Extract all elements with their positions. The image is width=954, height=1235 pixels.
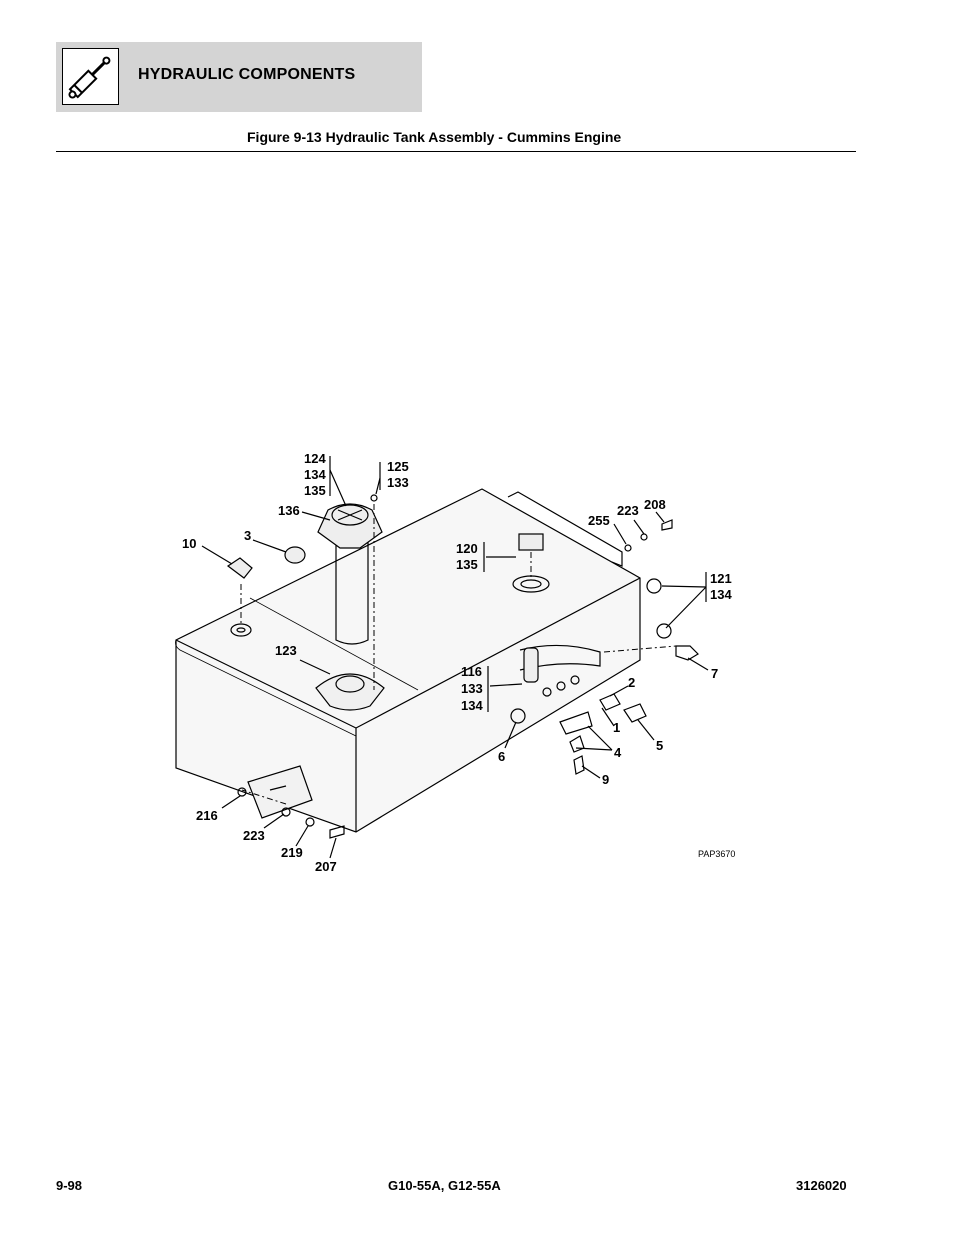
callout-136: 136	[278, 503, 300, 518]
filter-head	[318, 504, 382, 548]
callout-134-gauge: 134	[461, 698, 483, 713]
callout-7: 7	[711, 666, 719, 681]
callout-4: 4	[614, 745, 622, 760]
callout-255: 255	[588, 513, 610, 528]
fill-cap	[519, 534, 543, 550]
plug	[285, 547, 305, 563]
callout-124: 124	[304, 451, 326, 466]
callout-133-gauge: 133	[461, 681, 483, 696]
callout-123: 123	[275, 643, 297, 658]
callout-2: 2	[628, 675, 636, 690]
callout-120: 120	[456, 541, 478, 556]
callout-219: 219	[281, 845, 303, 860]
callout-121: 121	[710, 571, 732, 586]
callout-134-fitting: 134	[710, 587, 732, 602]
model-numbers: G10-55A, G12-55A	[388, 1178, 501, 1193]
callout-135-cap: 135	[456, 557, 478, 572]
callout-116: 116	[461, 664, 482, 679]
callout-1: 1	[613, 720, 621, 735]
drawing-code: PAP3670	[698, 849, 736, 859]
elbow-fitting	[228, 558, 252, 578]
sight-gauge	[524, 648, 538, 682]
callout-216: 216	[196, 808, 218, 823]
callout-207: 207	[315, 859, 337, 874]
callout-208: 208	[644, 497, 666, 512]
callout-134: 134	[304, 467, 326, 482]
callout-6: 6	[498, 749, 506, 764]
callout-5: 5	[656, 738, 664, 753]
callout-3: 3	[244, 528, 252, 543]
figure-title: Figure 9-13 Hydraulic Tank Assembly - Cummins Engine	[247, 129, 622, 145]
callout-223: 223	[617, 503, 639, 518]
callout-9: 9	[602, 772, 610, 787]
section-title: HYDRAULIC COMPONENTS	[138, 66, 356, 83]
callout-135: 135	[304, 483, 326, 498]
callout-133: 133	[387, 475, 409, 490]
page-number: 9-98	[56, 1178, 83, 1193]
callout-10: 10	[182, 536, 197, 551]
callout-223-bracket: 223	[243, 828, 265, 843]
document-number: 3126020	[796, 1178, 847, 1193]
callout-125: 125	[387, 459, 409, 474]
